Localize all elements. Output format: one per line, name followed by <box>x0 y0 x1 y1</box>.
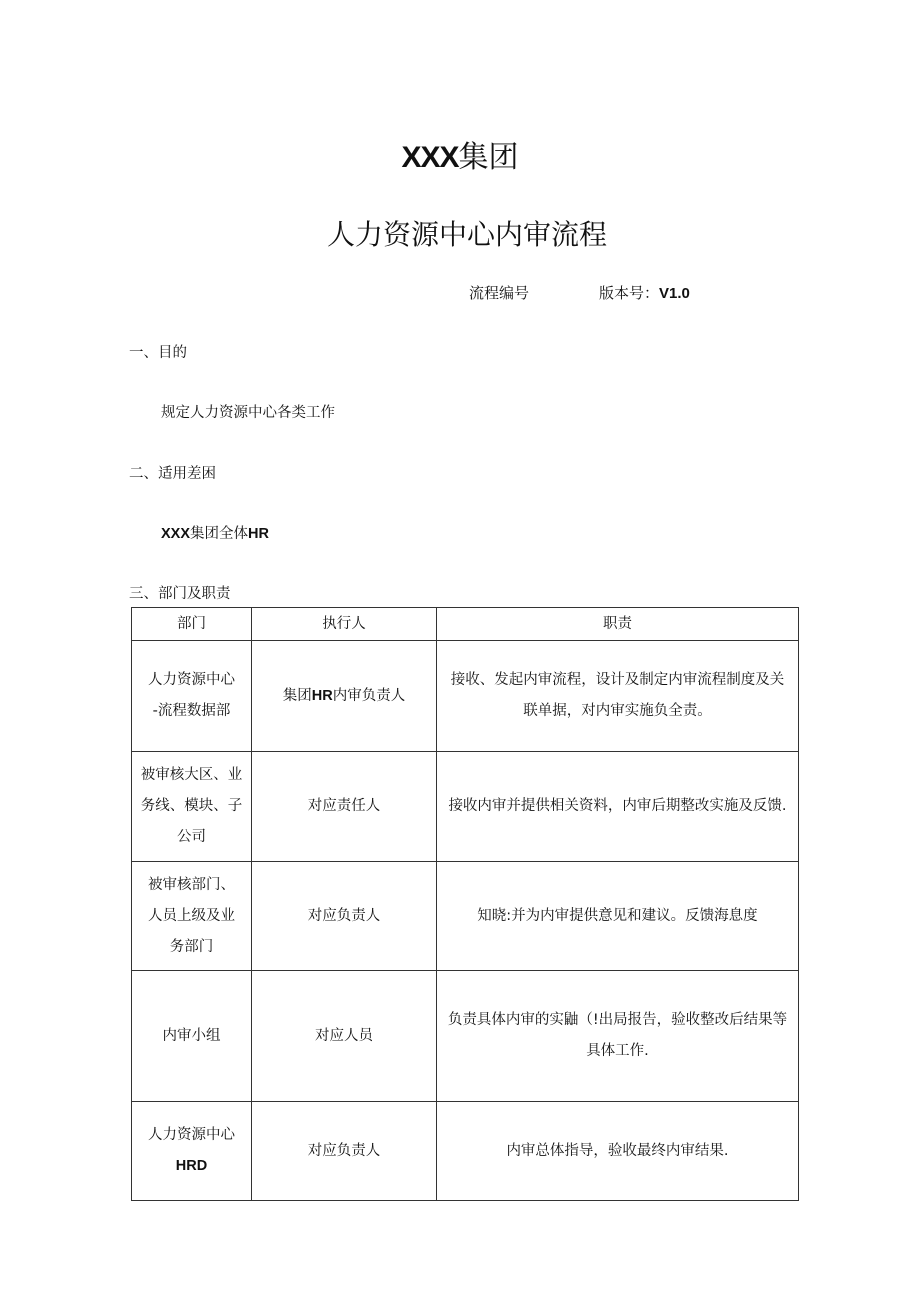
dept-line: HRD <box>175 1158 208 1174</box>
dept-line: 人员上级及业 <box>148 907 235 924</box>
section-heading-scope: 二、适用差困 <box>129 466 216 482</box>
duty-line: 接收内审并提供相关资料，内审后期整改实施及反馈. <box>448 798 787 814</box>
dept-line: 内审小组 <box>162 1027 221 1044</box>
version-label: 版本号： <box>599 284 660 302</box>
section-body-purpose: 规定人力资源中心各类工作 <box>161 405 335 421</box>
section-heading-departments: 三、部门及职责 <box>129 586 231 602</box>
section-body-scope <box>161 524 269 544</box>
executor-part: 集团 <box>282 687 312 704</box>
scope-latin: XXX <box>161 526 191 542</box>
process-number-label: 流程编号 <box>469 284 530 302</box>
executor-cell: 对应负责人 <box>252 1102 437 1201</box>
header-executor: 执行人 <box>252 608 437 641</box>
duty-cell <box>437 862 799 971</box>
dept-line: 人力资源中心 <box>148 1127 235 1143</box>
duty-cell <box>437 641 799 752</box>
dept-line: -流程数据部 <box>152 703 231 719</box>
executor-cell <box>252 641 437 752</box>
dept-line: 务部门 <box>169 938 214 955</box>
company-title <box>0 138 920 178</box>
dept-cell <box>132 752 252 862</box>
version-info <box>599 283 690 304</box>
responsibility-table <box>131 607 799 1201</box>
dept-cell <box>132 1102 252 1201</box>
duty-line: 联单据，对内审实施负全责。 <box>523 703 712 719</box>
table-row <box>132 641 799 752</box>
scope-suffix: HR <box>248 526 269 542</box>
dept-line: 人力资源中心 <box>148 672 235 688</box>
duty-line: 知晓:并为内审提供意见和建议。反馈海息度 <box>477 907 758 924</box>
executor-cell: 对应负责人 <box>252 862 437 971</box>
table-row <box>132 752 799 862</box>
dept-line: 被审核部门、 <box>148 876 235 893</box>
duty-line: 接收、发起内审流程，设计及制定内审流程制度及关 <box>450 672 785 688</box>
company-title-latin: XXX <box>401 141 459 174</box>
table-row <box>132 862 799 971</box>
dept-line: 被审核大区、业 <box>140 767 243 783</box>
dept-cell <box>132 862 252 971</box>
duty-line: 内审总体指导，验收最终内审结果. <box>506 1142 729 1159</box>
header-duty: 职责 <box>437 608 799 641</box>
dept-cell <box>132 971 252 1102</box>
dept-cell <box>132 641 252 752</box>
duty-line: 具体工作. <box>586 1043 649 1059</box>
duty-cell <box>437 752 799 862</box>
scope-cjk: 集团全体 <box>190 526 249 542</box>
executor-part: 内审负责人 <box>332 687 406 704</box>
dept-line: 务线、模块、子 <box>140 798 243 814</box>
executor-cell: 对应人员 <box>252 971 437 1102</box>
header-dept: 部门 <box>132 608 252 641</box>
duty-cell <box>437 971 799 1102</box>
duty-cell <box>437 1102 799 1201</box>
table-header-row <box>132 608 799 641</box>
executor-cell: 对应责任人 <box>252 752 437 862</box>
table-row <box>132 1102 799 1201</box>
executor-part: HR <box>311 687 333 704</box>
company-title-cjk: 集团 <box>458 140 519 175</box>
table-row <box>132 971 799 1102</box>
dept-line: 公司 <box>177 829 206 845</box>
duty-line: 负责具体内审的实鼬（!出局报告，验收整改后结果等 <box>447 1012 788 1028</box>
process-title: 人力资源中心内审流程 <box>326 218 607 251</box>
section-heading-purpose: 一、目的 <box>129 345 187 361</box>
version-value: V1.0 <box>659 285 690 302</box>
